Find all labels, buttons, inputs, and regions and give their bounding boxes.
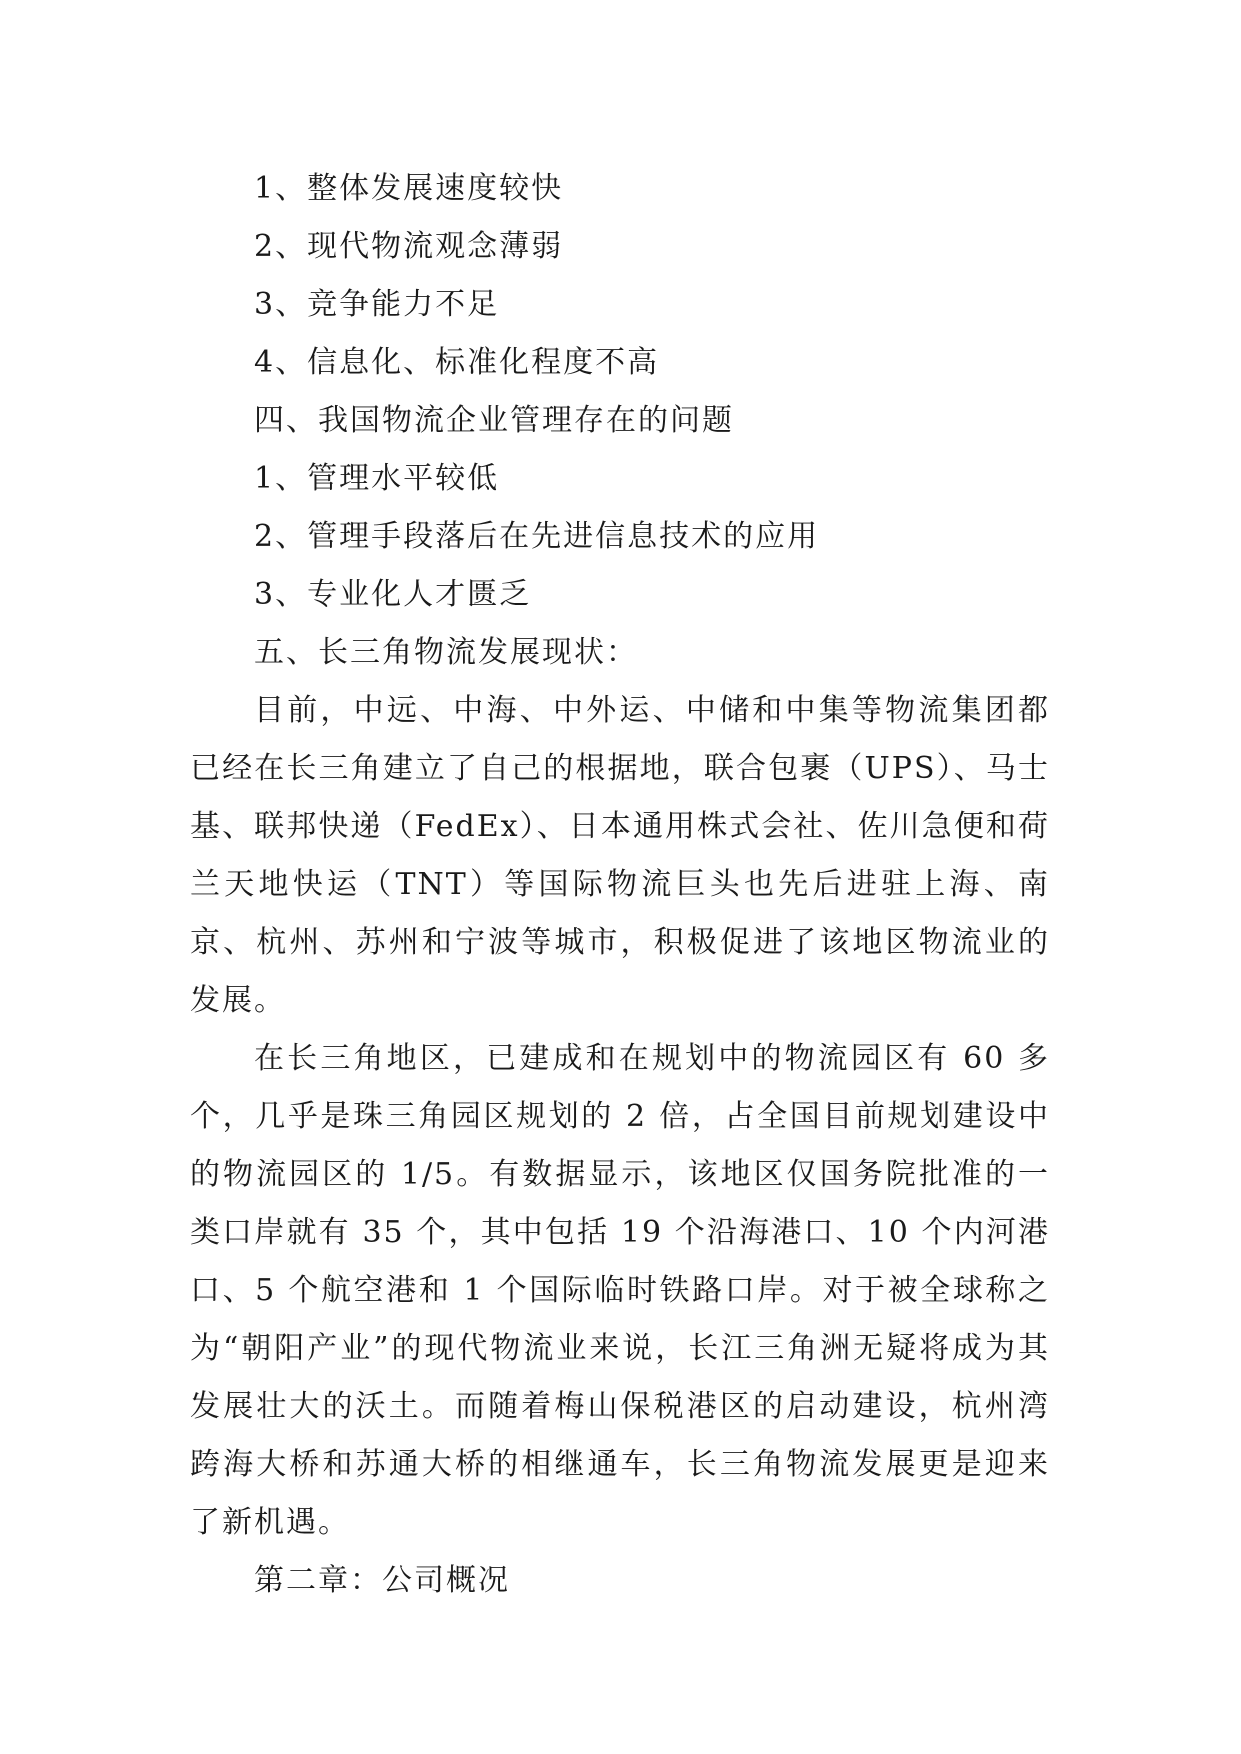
list-item: 2、管理手段落后在先进信息技术的应用 [254, 519, 820, 554]
chapter-heading: 第二章：公司概况 [254, 1563, 510, 1598]
list-item: 4、信息化、标准化程度不高 [254, 345, 660, 380]
body-paragraph-1: 目前，中远、中海、中外运、中储和中集等物流集团都已经在长三角建立了自己的根据地，联合包裹（UPS）、马士基、联邦快递（FedEx）、日本通用株式会社、佐川急便和荷兰天地快运（TNT）等国际物流巨头也先后进驻上海、南京、杭州、苏州和宁波等城市，积极促进了该地区物流业的发展。 [190, 693, 1050, 1018]
list-item: 1、整体发展速度较快 [254, 171, 564, 206]
section-heading-4: 四、我国物流企业管理存在的问题 [254, 403, 734, 438]
body-paragraph-2: 在长三角地区，已建成和在规划中的物流园区有 60 多个，几乎是珠三角园区规划的 2 倍，占全国目前规划建设中的物流园区的 1/5。有数据显示，该地区仅国务院批准的一类口岸就有 35 个，其中包括 19 个沿海港口、10 个内河港口、5 个航空港和 1 个国际临时铁路口岸。对于被全球称之为“朝阳产业”的现代物流业来说，长江三角洲无疑将成为其发展壮大的沃土。而随着梅山保税港区的启动建设，杭州湾跨海大桥和苏通大桥的相继通车，长三角物流发展更是迎来了新机遇。 [190, 1041, 1050, 1540]
section-heading-5: 五、长三角物流发展现状： [254, 635, 638, 670]
list-item: 3、竞争能力不足 [254, 287, 500, 322]
list-item: 1、管理水平较低 [254, 461, 500, 496]
list-item: 3、专业化人才匮乏 [254, 577, 532, 612]
document-page [190, 160, 1050, 1610]
list-item: 2、现代物流观念薄弱 [254, 229, 564, 264]
